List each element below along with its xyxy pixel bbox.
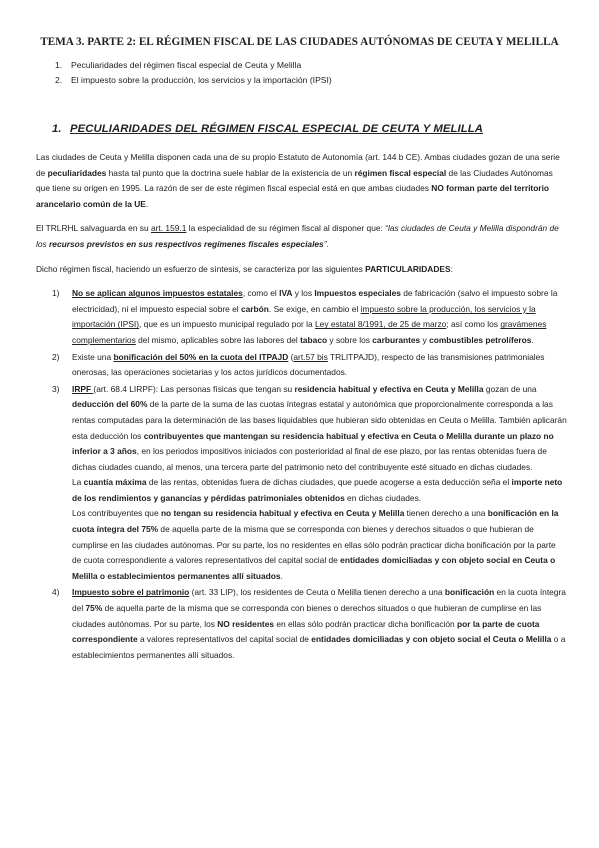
list-item-number: 1): [52, 288, 60, 299]
bold-underlined-text: Impuesto sobre el patrimonio: [72, 587, 190, 598]
text: ; así como los: [446, 319, 501, 330]
bold-text: IVA: [279, 288, 293, 299]
section-number: 1.: [52, 123, 62, 135]
text: de la parte de la suma de las cuotas íntegras estatal y autonómica que proporcionalmente corresponda a las rentas computadas para la determinación de las bases liquidables que hubieran sido obtenidas en Ceuta o Melilla. También aplicarán esta deducción los: [72, 399, 567, 441]
toc-item-number: 1.: [55, 60, 63, 70]
text: de aquella parte de la misma que se corresponda con bienes o derechos situados o que hubieran de cumplirse en las ciudades autónomas. Por su parte, los: [72, 603, 542, 629]
quote-text: “las ciudades de Ceuta y Melilla dispondrán de los: [36, 223, 559, 249]
law-reference: art. 159.1: [150, 223, 187, 234]
paragraph-particularidades: [36, 262, 567, 278]
text: Dicho régimen fiscal, haciendo un esfuerzo de síntesis, se caracteriza por las siguientes: [36, 263, 366, 274]
text: (art. 33 LIP), los residentes de Ceuta o Melilla tienen derecho a una: [189, 587, 445, 598]
text: . Se exige, en cambio el: [268, 303, 361, 314]
text: de aquella parte de la misma que se corresponda con bienes y derechos situados o que hubieran de cumplirse en las ciudades autónomas. Por su parte, los no residentes en ellas sólo podrán practicar dicha bonificación por la parte de cuota correspondiente a valores representativos del capital social de: [72, 524, 556, 566]
bold-text: entidades domiciliadas y con objeto social en Ceuta o Melilla o establecimientos permanentes allí situados: [72, 555, 556, 581]
bold-text: importe neto de los rendimientos y ganancias y pérdidas patrimoniales obtenidos: [72, 477, 563, 503]
text: en dichas ciudades.: [344, 492, 422, 503]
text: tienen derecho a una: [404, 508, 488, 519]
bold-text: régimen fiscal especial: [354, 167, 447, 178]
text: , en los periodos impositivos iniciados con posterioridad al final de ese plazo, por las rentas obtenidas fuera de dichas ciudades cuando, al menos, una tercera parte del patrimonio neto del contribuyente esté situado en dichas ciudades.: [72, 446, 547, 472]
table-of-contents: [55, 58, 332, 87]
bold-text: PARTICULARIDADES: [365, 263, 451, 274]
text: del mismo, aplicables sobre las labores del: [135, 334, 301, 345]
text: TRLITPAJD), respecto de las transmisiones patrimoniales onerosas, las operaciones societarias y los actos jurídicos documentados.: [72, 351, 545, 378]
text: de fabricación (salvo el impuesto sobre la electricidad), ni el impuesto especial sobre el: [72, 288, 558, 314]
bold-text: 75%: [85, 603, 103, 614]
text: Existe una: [72, 351, 114, 362]
bold-underlined-text: bonificación del 50% en la cuota del ITPAJD: [113, 351, 289, 362]
bold-underlined-text: IRPF: [72, 383, 94, 394]
text: (: [288, 351, 294, 362]
bold-text: bonificación: [444, 587, 495, 598]
quote-text: ”.: [323, 238, 329, 249]
text: y los: [292, 288, 315, 299]
text: hasta tal punto que la doctrina suele hablar de la existencia de un: [106, 167, 355, 178]
text: y sobre los: [327, 334, 373, 345]
list-item: [36, 585, 567, 663]
list-item-number: 4): [52, 587, 60, 598]
bold-text: entidades domiciliadas y con objeto social el Ceuta o Melilla: [311, 634, 552, 645]
paragraph-intro: [36, 150, 567, 212]
page-title: TEMA 3. PARTE 2: EL RÉGIMEN FISCAL DE LAS CIUDADES AUTÓNOMAS DE CEUTA Y MELILLA: [40, 36, 559, 48]
list-item: [36, 286, 567, 348]
bold-text: carburantes: [372, 334, 421, 345]
bold-text: contribuyentes que mantengan su residencia habitual y efectiva en Ceuta o Melilla durante un plazo no inferior a 3 años: [72, 430, 554, 457]
document-body: [36, 150, 567, 664]
text: El TRLRHL salvaguarda en su: [36, 223, 151, 234]
section-title: PECULIARIDADES DEL RÉGIMEN FISCAL ESPECIAL DE CEUTA Y MELILLA: [70, 123, 484, 135]
bold-text: bonificación en la cuota íntegra del 75%: [72, 508, 559, 535]
list-item-number: 2): [52, 351, 60, 362]
bold-text: cuantía máxima: [83, 477, 147, 488]
toc-item-label: Peculiaridades del régimen fiscal especial de Ceuta y Melilla: [71, 60, 302, 70]
text: en ellas sólo podrán practicar dicha bonificación: [274, 618, 458, 629]
bold-text: por la parte de cuota correspondiente: [72, 618, 540, 645]
underlined-text: gravámenes complementarios: [72, 319, 547, 345]
bold-text: no tengan su residencia habitual y efectiva en Ceuta y Melilla: [160, 508, 405, 519]
list-item: [36, 382, 567, 585]
text: (art. 68.4 LIRPF): Las personas físicas que tengan su: [93, 383, 295, 394]
text: gozan de una: [483, 383, 537, 394]
text: la especialidad de su régimen fiscal al disponer que:: [186, 223, 386, 234]
toc-item: [55, 73, 332, 88]
text: de las rentas, obtenidas fuera de dichas ciudades, que puede acogerse a esta deducción seña el: [146, 477, 512, 488]
text: de las Ciudades Autónomas que tiene su origen en 1995. La razón de ser de este régimen fiscal especial está en que ambas ciudades: [36, 167, 553, 194]
text: .: [531, 334, 534, 345]
law-reference: art.57 bis: [293, 351, 328, 362]
underlined-text: impuesto sobre la producción, los servicios y la importación (IPSI): [72, 303, 536, 330]
bold-text: peculiaridades: [47, 167, 107, 178]
list-item: [36, 350, 567, 381]
text: , que es un impuesto municipal regulado por la: [139, 319, 316, 330]
bold-text: carbón: [240, 303, 269, 314]
text: Los contribuyentes que: [72, 508, 161, 519]
bold-text: tabaco: [300, 334, 328, 345]
bold-text: residencia habitual y efectiva en Ceuta y Melilla: [294, 383, 484, 394]
text: a valores representativos del capital social de: [137, 634, 312, 645]
text: .: [145, 198, 149, 209]
text: .: [280, 570, 283, 581]
text: Las ciudades de Ceuta y Melilla disponen cada una de su propio Estatuto de Autonomía (art. 144 b CE). Ambas ciudades gozan de una serie de: [36, 152, 560, 178]
bold-text: NO residentes: [217, 618, 275, 629]
toc-item: [55, 58, 332, 73]
quote-bold-text: recursos previstos en sus respectivos regímenes fiscales especiales: [49, 238, 324, 249]
law-reference: Ley estatal 8/1991, de 25 de marzo: [315, 319, 447, 330]
bold-text: deducción del 60%: [72, 399, 148, 410]
toc-item-label: El impuesto sobre la producción, los servicios y la importación (IPSI): [71, 74, 332, 85]
bold-text: Impuestos especiales: [314, 288, 401, 299]
bold-text: NO forman parte del territorio arancelario común de la UE: [36, 183, 550, 209]
text: , como el: [242, 288, 280, 299]
toc-item-number: 2.: [55, 74, 63, 85]
bold-underlined-text: No se aplican algunos impuestos estatales: [72, 288, 243, 299]
text: y: [420, 334, 430, 345]
bold-text: combustibles petrolíferos: [429, 334, 532, 345]
text: La: [72, 477, 84, 488]
section-heading: [52, 123, 483, 135]
particularidades-list: [36, 286, 567, 663]
list-item-number: 3): [52, 383, 60, 394]
paragraph-trlrhl: [36, 221, 567, 252]
text: o a establecimientos permanentes allí situados.: [72, 634, 566, 660]
text: :: [450, 263, 453, 274]
text: en la cuota íntegra del: [72, 587, 566, 614]
